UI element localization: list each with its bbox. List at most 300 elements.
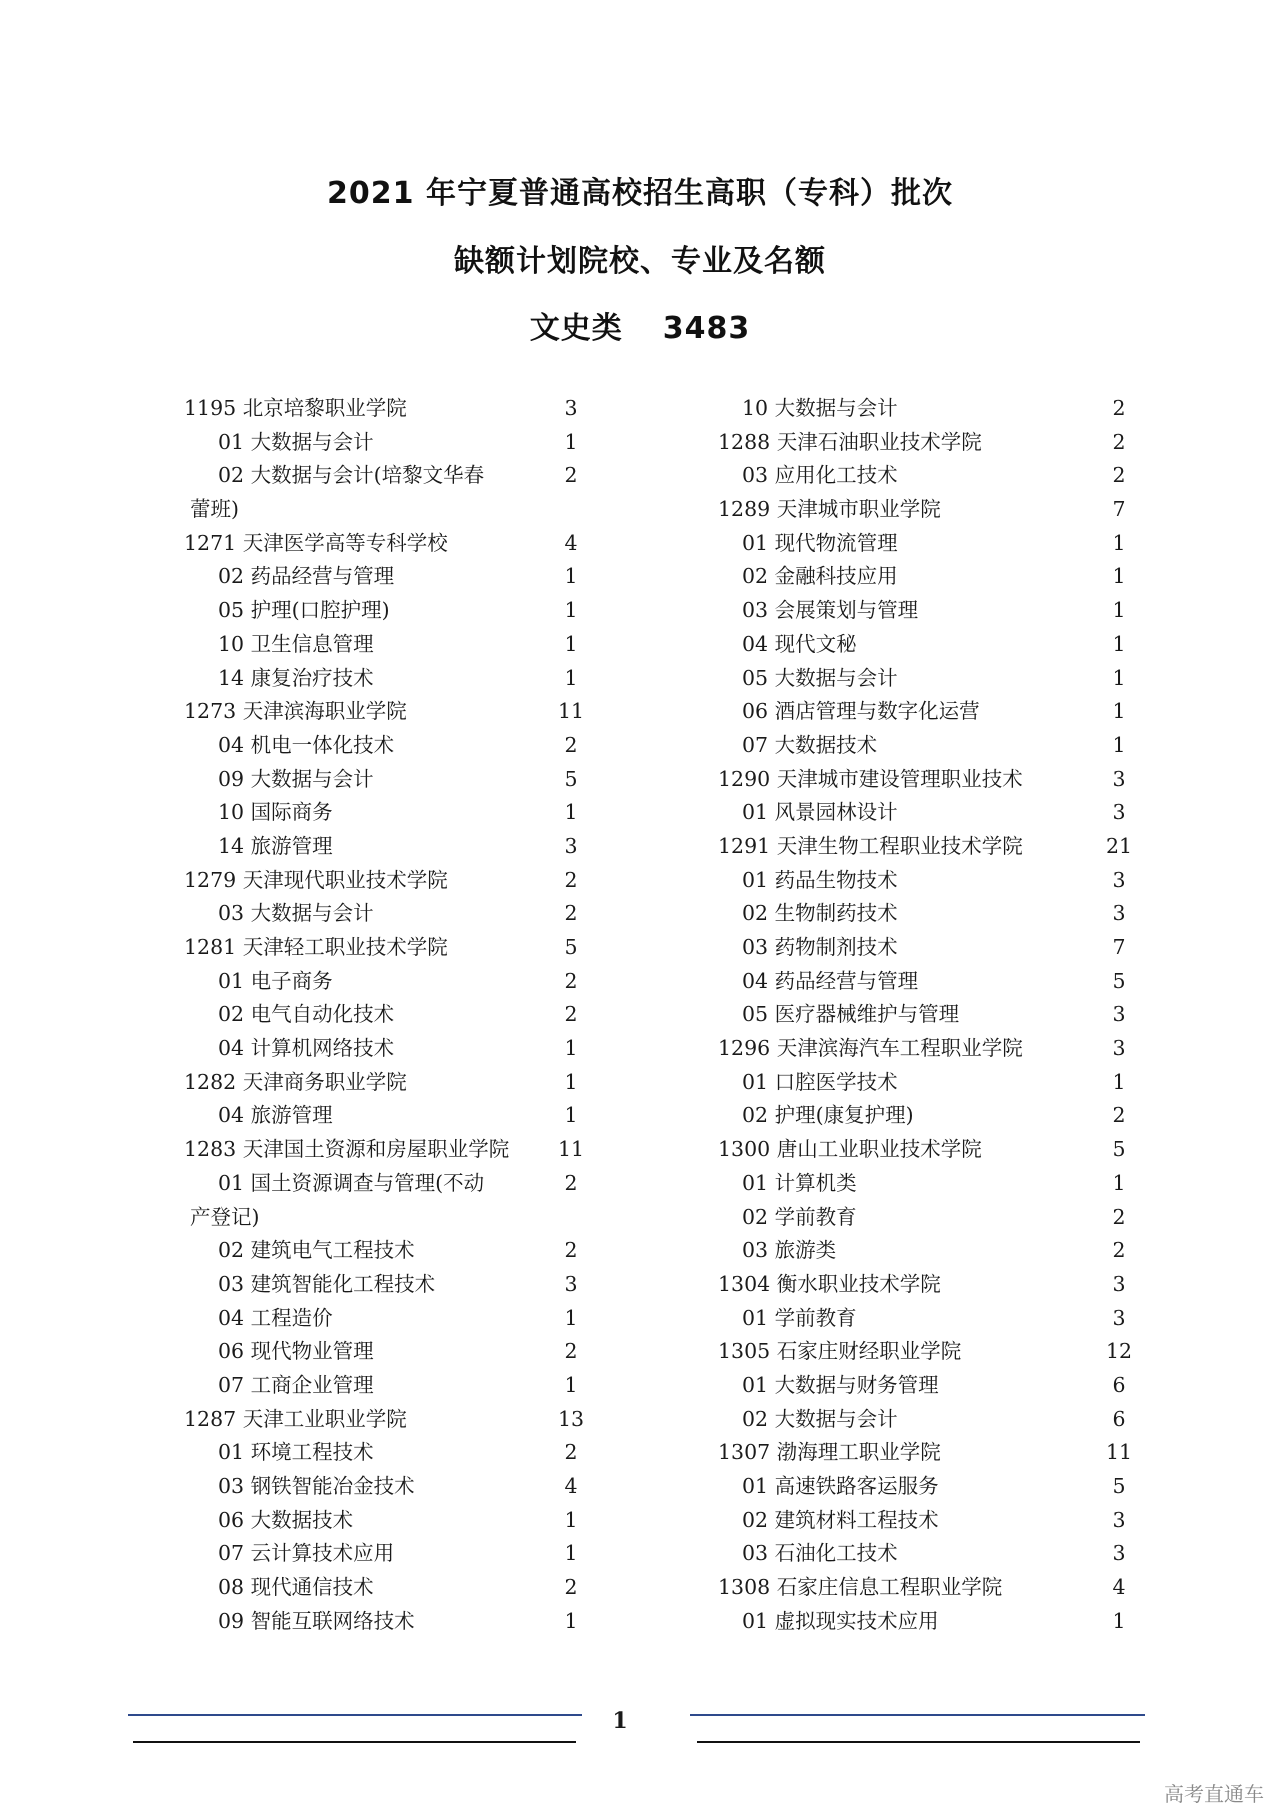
major-code: 02 xyxy=(218,1238,245,1263)
major-name: 现代文秘 xyxy=(774,631,857,656)
major-name: 建筑智能化工程技术 xyxy=(250,1271,436,1296)
quota-count: 13 xyxy=(557,1406,585,1431)
page-number: 1 xyxy=(612,1708,628,1734)
school-code: 1282 xyxy=(184,1069,237,1094)
entry-text xyxy=(218,729,394,763)
major-name: 学前教育 xyxy=(774,1204,857,1229)
school-name: 天津滨海职业学院 xyxy=(242,699,407,724)
major-row xyxy=(184,1537,588,1571)
school-row xyxy=(184,1403,588,1437)
major-name: 建筑电气工程技术 xyxy=(250,1238,415,1263)
major-name: 大数据与会计 xyxy=(774,665,898,690)
entry-text xyxy=(218,763,374,797)
quota-count: 3 xyxy=(1112,1305,1126,1330)
quota-count: 1 xyxy=(564,665,578,690)
major-name: 产登记) xyxy=(190,1204,260,1229)
school-code: 1308 xyxy=(718,1575,771,1600)
footer-rule-right-blue xyxy=(690,1714,1145,1716)
school-name: 天津滨海汽车工程职业学院 xyxy=(776,1036,1023,1061)
entry-text xyxy=(742,1605,939,1639)
school-row xyxy=(712,1268,1126,1302)
major-code: 01 xyxy=(742,1069,769,1094)
quota-count: 1 xyxy=(564,1507,578,1532)
major-name: 高速铁路客运服务 xyxy=(774,1474,939,1498)
quota-count: 1 xyxy=(564,1372,578,1397)
quota-count: 3 xyxy=(564,1271,578,1296)
quota-count: 4 xyxy=(564,530,578,555)
major-name: 大数据与会计 xyxy=(774,1406,898,1431)
quota-count: 1 xyxy=(564,1103,578,1128)
school-row xyxy=(712,1335,1133,1369)
major-name: 旅游管理 xyxy=(250,1103,333,1128)
major-code: 03 xyxy=(218,1271,245,1296)
school-name: 天津城市职业学院 xyxy=(776,497,941,522)
major-code: 02 xyxy=(218,564,245,589)
major-name: 智能互联网络技术 xyxy=(250,1608,415,1633)
entry-text xyxy=(718,1133,982,1167)
quota-count: 3 xyxy=(1112,1507,1126,1532)
entry-text xyxy=(742,527,898,561)
quota-count: 2 xyxy=(564,968,578,993)
quota-count: 3 xyxy=(1112,1036,1126,1061)
quota-count: 3 xyxy=(1112,1002,1126,1027)
entry-text xyxy=(218,1369,374,1403)
quota-count: 2 xyxy=(1112,396,1126,420)
quota-count: 3 xyxy=(564,833,578,858)
major-code: 07 xyxy=(742,732,769,757)
entry-text xyxy=(218,1537,394,1571)
quota-count: 11 xyxy=(557,699,585,724)
quota-count: 2 xyxy=(564,732,578,757)
entry-text xyxy=(190,1201,260,1235)
quota-count: 4 xyxy=(1112,1575,1126,1600)
major-row xyxy=(184,729,588,763)
school-code: 1273 xyxy=(184,699,237,724)
major-name: 大数据与财务管理 xyxy=(774,1372,939,1397)
major-row xyxy=(184,1436,588,1470)
quota-count: 1 xyxy=(1112,1608,1126,1633)
school-name: 石家庄信息工程职业学院 xyxy=(776,1575,1003,1600)
major-name: 电子商务 xyxy=(250,968,333,993)
major-row xyxy=(184,830,588,864)
major-code: 03 xyxy=(218,901,245,926)
major-row xyxy=(712,392,1126,426)
school-row xyxy=(184,1133,588,1167)
major-code: 04 xyxy=(218,1036,245,1061)
major-code: 03 xyxy=(742,1541,769,1566)
school-row xyxy=(184,695,588,729)
major-name: 现代物流管理 xyxy=(774,530,898,555)
school-name: 唐山工业职业技术学院 xyxy=(776,1137,982,1162)
entry-text xyxy=(742,796,898,830)
entry-text xyxy=(718,1268,941,1302)
quota-count: 1 xyxy=(564,429,578,454)
major-name: 钢铁智能冶金技术 xyxy=(250,1474,415,1498)
school-code: 1307 xyxy=(718,1440,771,1465)
major-row xyxy=(184,628,588,662)
quota-count: 2 xyxy=(1112,1103,1126,1128)
entry-text xyxy=(742,1167,857,1201)
major-name: 大数据技术 xyxy=(250,1507,354,1532)
major-name: 建筑材料工程技术 xyxy=(774,1507,939,1532)
major-row xyxy=(712,998,1126,1032)
school-code: 1300 xyxy=(718,1137,771,1162)
watermark: 高考直通车 xyxy=(1164,1782,1264,1806)
entry-text xyxy=(184,392,407,426)
major-row xyxy=(712,729,1126,763)
major-code: 02 xyxy=(742,901,769,926)
quota-count: 1 xyxy=(564,598,578,623)
major-name: 大数据与会计 xyxy=(250,429,374,454)
entry-text xyxy=(218,1032,394,1066)
major-row xyxy=(712,1537,1126,1571)
quota-count: 1 xyxy=(1112,598,1126,623)
quota-count: 1 xyxy=(1112,665,1126,690)
entry-text xyxy=(718,830,1023,864)
quota-count: 1 xyxy=(564,1541,578,1566)
quota-count: 2 xyxy=(564,1575,578,1600)
major-row xyxy=(712,1302,1126,1336)
major-row xyxy=(184,1099,588,1133)
major-row xyxy=(184,1369,588,1403)
major-code: 04 xyxy=(218,1103,245,1128)
major-row xyxy=(184,1032,588,1066)
major-code: 10 xyxy=(218,631,245,656)
major-row xyxy=(184,1302,588,1336)
entry-text xyxy=(718,1335,961,1369)
major-row xyxy=(184,1234,588,1268)
entry-text xyxy=(184,695,407,729)
major-code: 08 xyxy=(218,1575,245,1600)
major-name: 云计算技术应用 xyxy=(250,1541,395,1566)
major-name: 酒店管理与数字化运营 xyxy=(774,699,980,724)
major-row xyxy=(184,796,588,830)
major-code: 07 xyxy=(218,1541,245,1566)
entry-text xyxy=(218,1234,415,1268)
quota-count: 1 xyxy=(564,631,578,656)
major-code: 05 xyxy=(742,665,769,690)
major-name: 工程造价 xyxy=(250,1305,333,1330)
major-code: 06 xyxy=(218,1507,245,1532)
school-code: 1271 xyxy=(184,530,237,555)
quota-count: 1 xyxy=(1112,564,1126,589)
entry-text xyxy=(742,1369,939,1403)
quota-count: 2 xyxy=(564,1002,578,1027)
entry-text xyxy=(742,1302,857,1336)
school-code: 1287 xyxy=(184,1406,237,1431)
quota-count: 1 xyxy=(1112,1069,1126,1094)
entry-text xyxy=(218,1571,374,1605)
major-name: 蕾班) xyxy=(190,497,239,522)
entry-text xyxy=(742,864,898,898)
major-name: 计算机类 xyxy=(774,1170,857,1195)
school-name: 石家庄财经职业学院 xyxy=(776,1339,962,1364)
school-name: 天津轻工职业技术学院 xyxy=(242,935,448,959)
entry-text xyxy=(218,1436,374,1470)
school-name: 天津城市建设管理职业技术 xyxy=(776,766,1023,791)
entry-text xyxy=(742,1066,898,1100)
quota-count: 2 xyxy=(564,1238,578,1263)
major-name: 工商企业管理 xyxy=(250,1372,374,1397)
major-name: 旅游类 xyxy=(774,1238,837,1263)
major-row xyxy=(712,965,1126,999)
left-column xyxy=(184,392,588,1652)
major-code: 01 xyxy=(218,968,245,993)
school-code: 1283 xyxy=(184,1137,237,1162)
quota-count: 6 xyxy=(1112,1406,1126,1431)
entry-text xyxy=(218,459,484,493)
major-code: 05 xyxy=(742,1002,769,1027)
major-code: 06 xyxy=(218,1339,245,1364)
category-total: 3483 xyxy=(662,311,751,346)
major-name: 学前教育 xyxy=(774,1305,857,1330)
entry-text xyxy=(184,931,448,965)
major-row xyxy=(712,1369,1126,1403)
major-name: 医疗器械维护与管理 xyxy=(774,1002,960,1027)
major-code: 02 xyxy=(742,564,769,589)
quota-count: 1 xyxy=(564,1036,578,1061)
major-row xyxy=(712,1470,1126,1504)
quota-count: 2 xyxy=(564,1170,578,1195)
major-name: 石油化工技术 xyxy=(774,1541,898,1566)
major-name: 大数据与会计 xyxy=(250,901,374,926)
quota-count: 2 xyxy=(1112,1238,1126,1263)
school-name: 天津医学高等专科学校 xyxy=(242,530,448,555)
school-name: 渤海理工职业学院 xyxy=(776,1440,941,1465)
major-code: 03 xyxy=(742,1238,769,1263)
category-heading xyxy=(0,303,1280,347)
quota-count: 2 xyxy=(564,1339,578,1364)
entry-text xyxy=(218,1504,353,1538)
quota-count: 1 xyxy=(564,1069,578,1094)
school-row xyxy=(184,527,588,561)
entry-text xyxy=(742,662,898,696)
entry-text xyxy=(218,628,374,662)
entry-text xyxy=(742,729,877,763)
school-row xyxy=(712,1133,1126,1167)
entry-text xyxy=(218,1335,374,1369)
major-row xyxy=(712,560,1126,594)
quota-count: 5 xyxy=(1112,968,1126,993)
major-row xyxy=(712,1234,1126,1268)
major-code: 02 xyxy=(742,1103,769,1128)
major-code: 01 xyxy=(742,867,769,892)
major-row xyxy=(712,1167,1126,1201)
major-name: 旅游管理 xyxy=(250,833,333,858)
entry-text xyxy=(218,1268,435,1302)
major-row xyxy=(184,1335,588,1369)
quota-count: 1 xyxy=(1112,631,1126,656)
major-name: 药品经营与管理 xyxy=(250,564,395,589)
entry-text xyxy=(218,594,390,628)
major-code: 10 xyxy=(218,800,245,825)
major-name: 药品生物技术 xyxy=(774,867,898,892)
major-code: 02 xyxy=(742,1507,769,1532)
major-row xyxy=(712,1605,1126,1639)
entry-text xyxy=(218,897,374,931)
quota-count: 5 xyxy=(564,766,578,791)
quota-count: 3 xyxy=(1112,1271,1126,1296)
school-code: 1281 xyxy=(184,935,237,959)
major-code: 04 xyxy=(218,1305,245,1330)
entry-text xyxy=(218,426,374,460)
major-code: 01 xyxy=(742,1608,769,1633)
entry-text xyxy=(718,1571,1002,1605)
major-row xyxy=(712,1201,1126,1235)
major-name: 国土资源调查与管理(不动 xyxy=(250,1170,485,1195)
quota-count: 3 xyxy=(1112,867,1126,892)
quota-count: 3 xyxy=(1112,800,1126,825)
major-code: 14 xyxy=(218,833,245,858)
major-code: 09 xyxy=(218,1608,245,1633)
major-row xyxy=(184,1504,588,1538)
major-name: 国际商务 xyxy=(250,800,333,825)
major-row xyxy=(184,426,588,460)
major-name: 会展策划与管理 xyxy=(774,598,919,623)
major-row xyxy=(184,1268,588,1302)
school-code: 1288 xyxy=(718,429,771,454)
major-name: 药品经营与管理 xyxy=(774,968,919,993)
major-name: 大数据与会计 xyxy=(774,396,898,420)
major-row xyxy=(184,594,588,628)
major-code: 01 xyxy=(742,530,769,555)
major-name: 环境工程技术 xyxy=(250,1440,374,1465)
major-name: 卫生信息管理 xyxy=(250,631,374,656)
major-name: 大数据与会计(培黎文华春 xyxy=(250,463,485,488)
school-name: 天津石油职业技术学院 xyxy=(776,429,982,454)
entry-text xyxy=(742,560,898,594)
quota-count: 5 xyxy=(564,935,578,959)
major-code: 03 xyxy=(742,598,769,623)
major-code: 01 xyxy=(218,1440,245,1465)
quota-count: 5 xyxy=(1112,1137,1126,1162)
entry-text xyxy=(718,1032,1023,1066)
school-code: 1289 xyxy=(718,497,771,522)
entry-text xyxy=(218,830,333,864)
major-row xyxy=(712,1066,1126,1100)
major-name: 大数据技术 xyxy=(774,732,878,757)
continuation-row xyxy=(184,493,588,527)
major-row xyxy=(184,998,588,1032)
major-code: 04 xyxy=(742,631,769,656)
quota-count: 3 xyxy=(1112,766,1126,791)
entry-text xyxy=(218,1470,415,1504)
entry-text xyxy=(742,1470,939,1504)
quota-count: 7 xyxy=(1112,935,1126,959)
major-row xyxy=(184,897,588,931)
entry-text xyxy=(184,1133,509,1167)
entry-text xyxy=(218,560,394,594)
major-name: 虚拟现实技术应用 xyxy=(774,1608,939,1633)
major-code: 02 xyxy=(218,1002,245,1027)
entry-text xyxy=(218,998,394,1032)
school-name: 天津生物工程职业技术学院 xyxy=(776,833,1023,858)
entry-text xyxy=(218,965,333,999)
school-row xyxy=(712,1032,1126,1066)
school-name: 天津国土资源和房屋职业学院 xyxy=(242,1137,510,1162)
entry-text xyxy=(218,1605,415,1639)
school-code: 1304 xyxy=(718,1271,771,1296)
quota-count: 3 xyxy=(1112,1541,1126,1566)
major-name: 机电一体化技术 xyxy=(250,732,395,757)
right-column xyxy=(712,392,1133,1652)
school-row xyxy=(712,1571,1126,1605)
school-row xyxy=(184,864,588,898)
footer-rule-right-black xyxy=(697,1741,1140,1743)
major-name: 现代通信技术 xyxy=(250,1575,374,1600)
entry-text xyxy=(742,459,898,493)
school-code: 1279 xyxy=(184,867,237,892)
entry-text xyxy=(718,1436,941,1470)
entry-text xyxy=(742,392,898,426)
school-code: 1290 xyxy=(718,766,771,791)
quota-count: 6 xyxy=(1112,1372,1126,1397)
quota-count: 12 xyxy=(1105,1339,1133,1364)
major-code: 03 xyxy=(742,463,769,488)
quota-count: 2 xyxy=(1112,463,1126,488)
school-name: 天津工业职业学院 xyxy=(242,1406,407,1431)
quota-count: 2 xyxy=(564,867,578,892)
major-name: 金融科技应用 xyxy=(774,564,898,589)
quota-count: 1 xyxy=(1112,699,1126,724)
school-code: 1296 xyxy=(718,1036,771,1061)
school-name: 衡水职业技术学院 xyxy=(776,1271,941,1296)
major-code: 02 xyxy=(742,1406,769,1431)
major-code: 04 xyxy=(218,732,245,757)
entry-text xyxy=(184,1403,407,1437)
entry-text xyxy=(742,594,918,628)
entry-text xyxy=(718,763,1023,797)
major-row xyxy=(712,594,1126,628)
entry-text xyxy=(742,965,918,999)
major-row xyxy=(184,1605,588,1639)
school-code: 1291 xyxy=(718,833,771,858)
entry-text xyxy=(742,1099,914,1133)
major-row xyxy=(184,1470,588,1504)
major-code: 06 xyxy=(742,699,769,724)
document-subtitle: 缺额计划院校、专业及名额 xyxy=(454,244,826,279)
major-row xyxy=(712,931,1126,965)
entry-text xyxy=(742,1403,898,1437)
entry-text xyxy=(742,998,959,1032)
major-row xyxy=(712,864,1126,898)
major-code: 01 xyxy=(742,1372,769,1397)
quota-count: 2 xyxy=(1112,1204,1126,1229)
school-row xyxy=(712,830,1133,864)
quota-count: 21 xyxy=(1105,833,1133,858)
major-code: 07 xyxy=(218,1372,245,1397)
entry-text xyxy=(184,864,448,898)
major-row xyxy=(712,628,1126,662)
entry-text xyxy=(218,1167,484,1201)
school-row xyxy=(712,426,1126,460)
school-row xyxy=(712,493,1126,527)
quota-count: 1 xyxy=(564,1305,578,1330)
quota-count: 2 xyxy=(564,463,578,488)
major-row xyxy=(712,695,1126,729)
entry-text xyxy=(718,493,941,527)
continuation-row xyxy=(184,1201,588,1235)
footer-rule-left-blue xyxy=(128,1714,582,1716)
major-name: 计算机网络技术 xyxy=(250,1036,395,1061)
quota-count: 4 xyxy=(564,1474,578,1498)
major-name: 电气自动化技术 xyxy=(250,1002,395,1027)
major-code: 02 xyxy=(218,463,245,488)
school-name: 天津商务职业学院 xyxy=(242,1069,407,1094)
major-row xyxy=(184,965,588,999)
school-row xyxy=(184,1066,588,1100)
quota-count: 11 xyxy=(1105,1440,1133,1465)
